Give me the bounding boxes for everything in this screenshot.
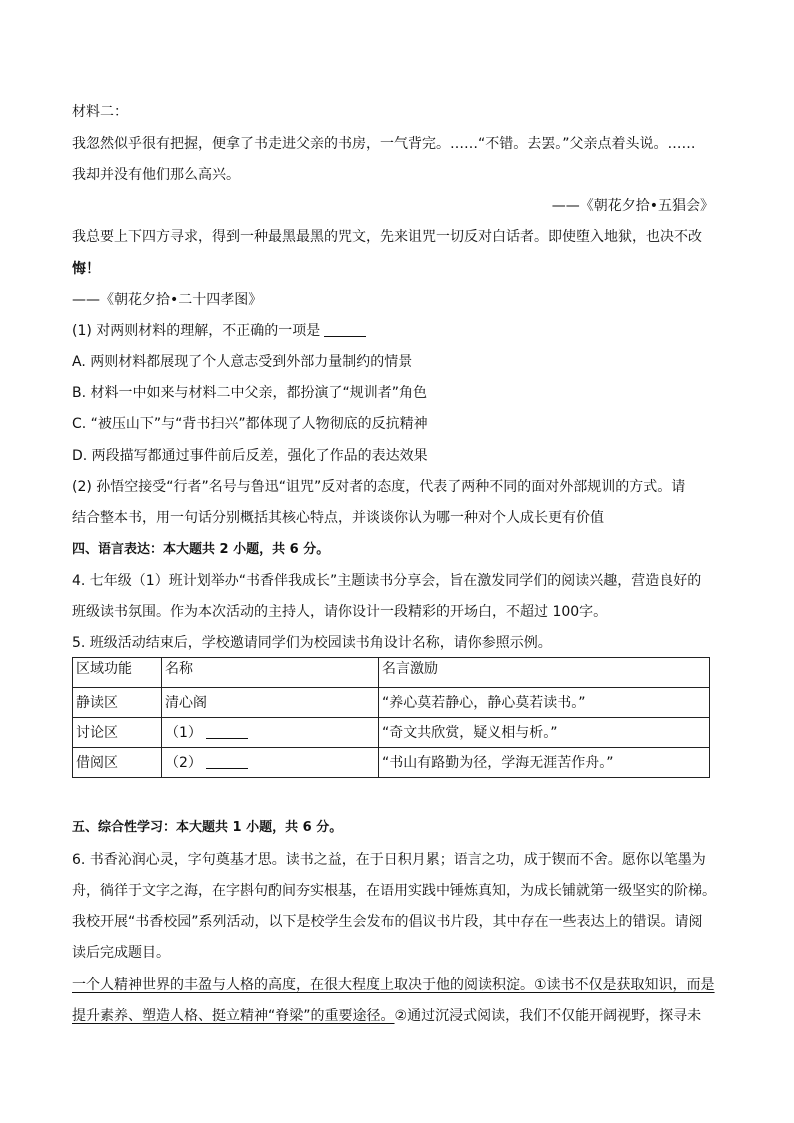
q1-stem-text: (1) 对两则材料的理解，不正确的一项是	[72, 323, 321, 339]
q5-stem: 5. 班级活动结束后，学校邀请同学们为校园读书角设计名称，请你参照示例。	[72, 635, 552, 651]
proposal-underlined-segment: 提升素养、塑造人格、挺立精神“脊梁”的重要途径。	[72, 1008, 395, 1024]
table-cell: “养心莫若静心，静心莫若读书。”	[379, 688, 710, 718]
table-header-cell: 名言激励	[379, 658, 710, 688]
material2-paragraph1-line1: 我忽然似乎很有把握，便拿了书走进父亲的书房，一气背完。……“不错。去罢。”父亲点着头说。……	[72, 136, 696, 152]
section4-heading: 四、语言表达：本大题共 2 小题，共 6 分。	[72, 542, 330, 557]
material2-source2: ——《朝花夕拾•二十四孝图》	[72, 292, 263, 308]
blank-label: （1）	[165, 724, 202, 741]
table-cell: “书山有路勤为径，学海无涯苦作舟。”	[379, 748, 710, 778]
q1-option-b: B. 材料一中如来与材料二中父亲，都扮演了“规训者”角色	[72, 385, 428, 401]
table-header-cell: 名称	[162, 658, 379, 688]
material2-paragraph2-line2: 悔！	[72, 261, 100, 277]
q2-line1: (2) 孙悟空接受“行者”名号与鲁迅“诅咒”反对者的态度，代表了两种不同的面对外部规训的方式。请	[72, 479, 686, 495]
section5-heading: 五、综合性学习：本大题共 1 小题，共 6 分。	[72, 820, 343, 835]
q6-line3: 我校开展“书香校园”系列活动，以下是校学生会发布的倡议书片段，其中存在一些表达上的错误。请阅	[72, 914, 703, 930]
answer-blank[interactable]	[206, 724, 248, 739]
q1-option-d: D. 两段描写都通过事件前后反差，强化了作品的表达效果	[72, 448, 428, 464]
q4-line1: 4. 七年级（1）班计划举办“书香伴我成长”主题读书分享会，旨在激发同学们的阅读兴趣，营造良好的	[72, 573, 702, 589]
q2-line2: 结合整本书，用一句话分别概括其核心特点，并谈谈你认为哪一种对个人成长更有价值	[72, 510, 604, 526]
proposal-continuation: ②通过沉浸式阅读，我们不仅能开阔视野，探寻未	[394, 1008, 702, 1024]
blank-label: （2）	[165, 754, 202, 771]
answer-blank[interactable]	[324, 322, 366, 337]
material2-source1: ——《朝花夕拾•五猖会》	[551, 198, 714, 214]
q6-line4: 读后完成题目。	[72, 945, 170, 961]
q1-option-a: A. 两则材料都展现了个人意志受到外部力量制约的情景	[72, 354, 413, 370]
reading-corner-table	[72, 657, 710, 778]
table-header-cell: 区域功能	[73, 658, 162, 688]
material2-paragraph2-line1: 我总要上下四方寻求，得到一种最黑最黑的咒文，先来诅咒一切反对白话者。即使堕入地狱，也决不改	[72, 229, 702, 245]
table-row	[73, 748, 710, 778]
material2-label: 材料二：	[72, 104, 128, 120]
table-row	[73, 718, 710, 748]
table-cell: 静读区	[73, 688, 162, 718]
table-cell: “奇文共欣赏，疑义相与析。”	[379, 718, 710, 748]
proposal-underlined-line1: 一个人精神世界的丰盈与人格的高度，在很大程度上取决于他的阅读积淀。①读书不仅是获取知识，而是	[72, 977, 715, 993]
proposal-line2	[72, 1006, 722, 1026]
table-cell	[162, 718, 379, 748]
q4-line2: 班级读书氛围。作为本次活动的主持人，请你设计一段精彩的开场白，不超过 100字。	[72, 604, 608, 620]
table-cell: 借阅区	[73, 748, 162, 778]
q1-option-c: C. “被压山下”与“背书扫兴”都体现了人物彻底的反抗精神	[72, 416, 428, 432]
table-row	[73, 688, 710, 718]
table-cell	[162, 748, 379, 778]
table-header-row	[73, 658, 710, 688]
material2-paragraph1-line2: 我却并没有他们那么高兴。	[72, 167, 240, 183]
q6-line1: 6. 书香沁润心灵，字句奠基才思。读书之益，在于日积月累；语言之功，成于锲而不舍。愿你以笔墨为	[72, 852, 706, 868]
q1-stem	[72, 321, 722, 341]
table-cell: 讨论区	[73, 718, 162, 748]
answer-blank[interactable]	[206, 754, 248, 769]
table-cell: 清心阁	[162, 688, 379, 718]
q6-line2: 舟，徜徉于文字之海，在字斟句酌间夯实根基，在语用实践中锤炼真知，为成长铺就第一级坚实的阶梯。	[72, 883, 716, 899]
